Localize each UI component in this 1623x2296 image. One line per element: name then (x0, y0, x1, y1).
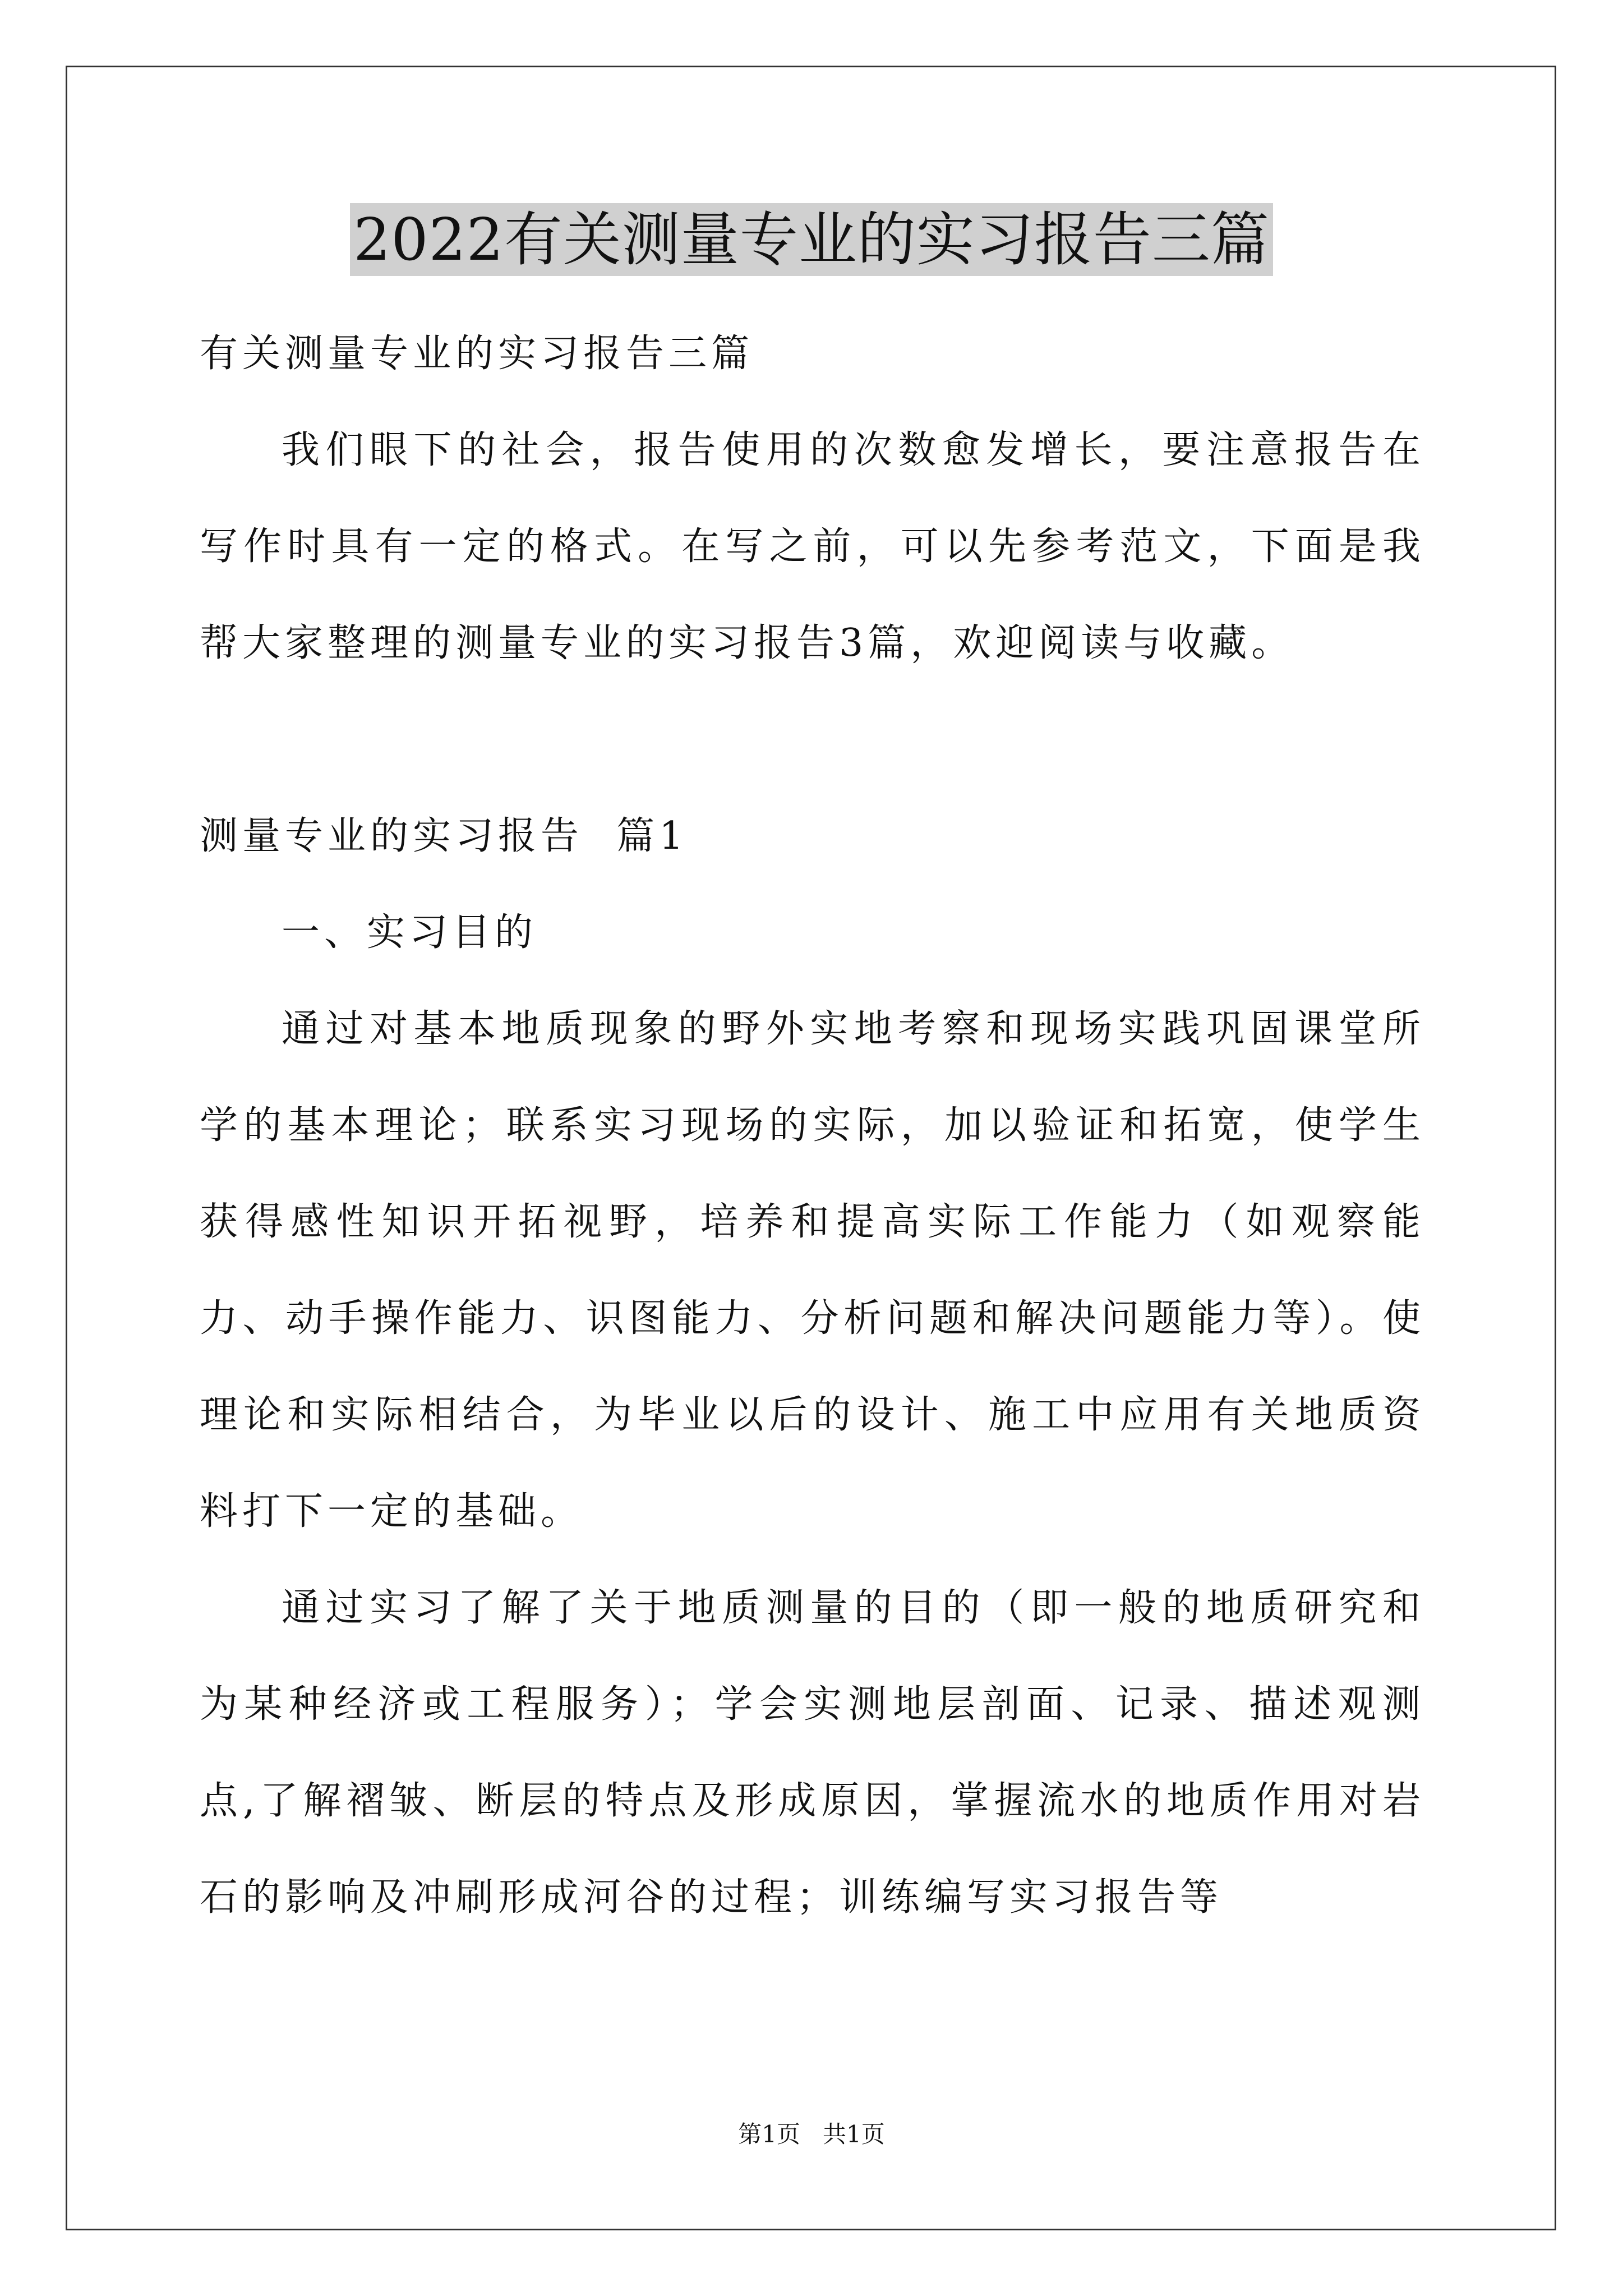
section-heading: 测量专业的实习报告 篇1 (200, 814, 688, 858)
subsection-heading: 一、实习目的 (282, 910, 538, 955)
body-paragraph-1: 通过对基本地质现象的野外实地考察和现场实践巩固课堂所学的基本理论；联系实习现场的实际，加以验证和拓宽，使学生获得感性知识开拓视野，培养和提高实际工作能力（如观察能力、动手操作能力、识图能力、分析问题和解决问题能力等）。使理论和实际相结合，为毕业以后的设计、施工中应用有关地质资料打下一定的基础。 (200, 1007, 1425, 1534)
document-subtitle: 有关测量专业的实习报告三篇 (200, 332, 754, 376)
document-title: 2022有关测量专业的实习报告三篇 (350, 203, 1273, 276)
intro-paragraph: 我们眼下的社会，报告使用的次数愈发增长，要注意报告在写作时具有一定的格式。在写之前，可以先参考范文，下面是我帮大家整理的测量专业的实习报告3篇，欢迎阅读与收藏。 (200, 428, 1425, 665)
title-wrap (0, 203, 1623, 276)
body-paragraph-2: 通过实习了解了关于地质测量的目的（即一般的地质研究和为某种经济或工程服务）；学会实测地层剖面、记录、描述观测点,了解褶皱、断层的特点及形成原因，掌握流水的地质作用对岩石的影响及冲刷形成河谷的过程；训练编写实习报告等 (200, 1586, 1425, 1920)
document-body (200, 306, 1425, 1946)
blank-line (200, 692, 1425, 788)
page-footer (0, 2118, 1623, 2151)
page-number: 第1页 共1页 (738, 2120, 885, 2148)
